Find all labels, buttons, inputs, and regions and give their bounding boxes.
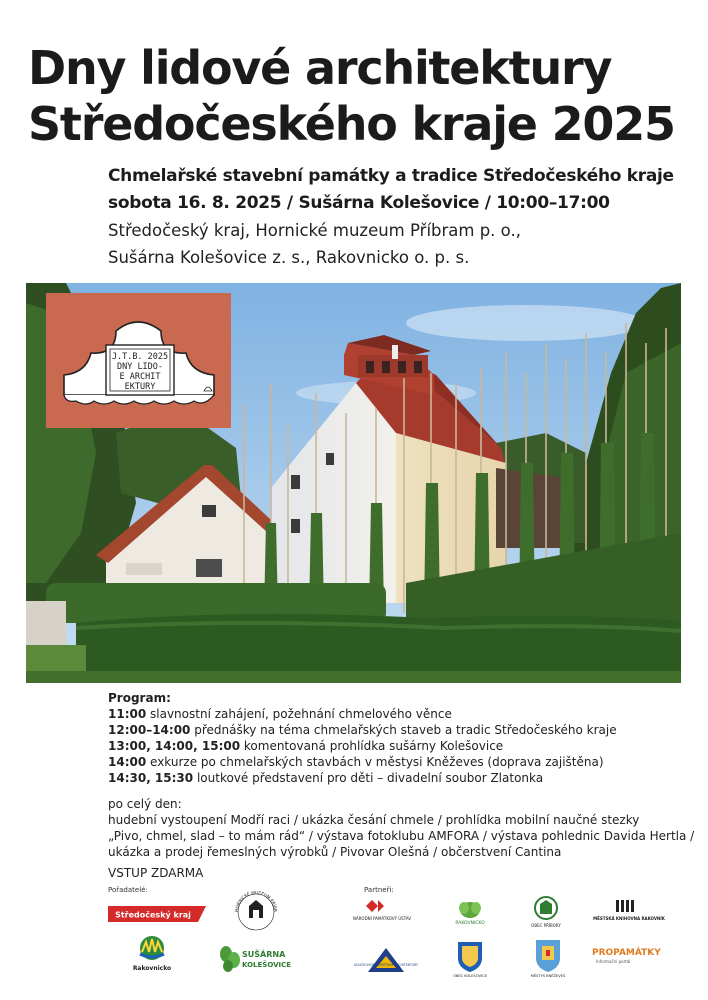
program-text: loutkové představení pro děti – divadelní soubor Zlatonka — [193, 771, 544, 785]
chmel-label: RAKOVNICKO — [455, 921, 485, 926]
program-item — [108, 722, 688, 738]
program-text: exkurze po chmelařských stavbách v městysi Kněževes (doprava zajištěna) — [146, 755, 604, 769]
propamatky-sub: Informační portál — [596, 959, 631, 964]
photo-hop-kiln — [26, 283, 681, 683]
partners-label: Partneři: — [364, 886, 394, 894]
logo-hornicke-muzeum — [232, 888, 280, 936]
badge-line-2: DNY LIDO- — [116, 362, 164, 372]
badge-line-1: J.T.B. 2025 — [111, 352, 169, 362]
logo-rakovnicko — [130, 934, 174, 974]
logo-kolesovicke-centrum — [354, 944, 418, 974]
event-organizers-1: Středočeský kraj, Hornické muzeum Příbram p. o., — [108, 221, 521, 240]
susarna-label-1: SUŠÁRNA — [242, 950, 286, 959]
program-section — [108, 690, 688, 786]
logo-susarna-kolesovice — [216, 938, 292, 974]
allday-section — [108, 796, 695, 860]
program-time: 11:00 — [108, 707, 147, 721]
npu-label: NÁRODNÍ PAMÁTKOVÝ ÚSTAV — [352, 916, 412, 921]
poster-title — [28, 40, 698, 152]
kolesovice-obec-label: OBEC KOLEŠOVICE — [453, 974, 487, 978]
kraj-label: Středočeský kraj — [115, 910, 191, 920]
logo-chmel-rakovnicko — [450, 898, 490, 928]
rakovnicko-label: Rakovnicko — [132, 965, 172, 972]
propamatky-label: PROPAMÁTKY — [592, 948, 661, 958]
title-line-1: Dny lidové architektury — [28, 41, 612, 95]
program-time: 14:00 — [108, 755, 147, 769]
logo-stredocesky-kraj — [108, 906, 206, 922]
program-time: 14:30, 15:30 — [108, 771, 194, 785]
logo-obec-kolesovice — [452, 938, 488, 978]
allday-heading: po celý den: — [108, 797, 182, 811]
knihovna-label: MĚSTSKÁ KNIHOVNA RAKOVNÍK — [593, 916, 665, 921]
free-entry: VSTUP ZDARMA — [108, 866, 204, 880]
program-text: přednášky na téma chmelařských staveb a tradic Středočeského kraje — [190, 723, 617, 737]
program-item — [108, 770, 688, 786]
event-theme: Chmelařské stavební památky a tradice Středočeského kraje — [108, 166, 674, 186]
logo-mestska-knihovna — [593, 898, 665, 928]
knezeves-label: MĚSTYS KNĚŽEVES — [530, 974, 566, 978]
allday-line-1: hudební vystoupení Modří raci / ukázka česání chmele / prohlídka mobilní naučné stezky — [108, 813, 640, 827]
logo-propamatky — [592, 945, 660, 967]
event-badge — [46, 293, 231, 428]
program-item — [108, 738, 688, 754]
program-item — [108, 706, 688, 722]
organizers-label: Pořadatelé: — [108, 886, 148, 894]
event-info — [108, 163, 698, 271]
logo-npu — [352, 896, 412, 932]
pribory-label: OBEC PŘÍBORY — [531, 923, 561, 928]
allday-line-2: „Pivo, chmel, slad – to mám rád“ / výstava fotoklubu AMFORA / výstava pohlednic Davida Hertla / — [108, 829, 695, 843]
program-text: komentovaná prohlídka sušárny Kolešovice — [240, 739, 504, 753]
program-time: 12:00–14:00 — [108, 723, 191, 737]
event-date-place: sobota 16. 8. 2025 / Sušárna Kolešovice / 10:00–17:00 — [108, 193, 610, 213]
allday-line-3: ukázka a prodej řemeslných výrobků / Pivovar Olešná / občerstvení Cantina — [108, 845, 562, 859]
badge-line-4: EKTURY — [124, 382, 156, 392]
logo-obec-pribory — [528, 894, 564, 930]
muzeum-label: HORNICKÉ MUZEUM PŘÍBR — [233, 889, 279, 913]
event-organizers-2: Sušárna Kolešovice z. s., Rakovnicko o. p. s. — [108, 248, 470, 267]
centrum-label: KOLEŠOVICKÉ CENTRUM ARCHITEKTURY — [354, 963, 418, 967]
title-line-2: Středočeského kraje 2025 — [28, 97, 675, 151]
logo-mestys-knezeves — [530, 936, 566, 978]
program-heading: Program: — [108, 691, 171, 705]
program-text: slavnostní zahájení, požehnání chmelového věnce — [146, 707, 452, 721]
badge-line-3: E ARCHIT — [119, 372, 161, 382]
program-time: 13:00, 14:00, 15:00 — [108, 739, 241, 753]
program-item — [108, 754, 688, 770]
susarna-label-2: KOLEŠOVICE — [242, 961, 292, 969]
